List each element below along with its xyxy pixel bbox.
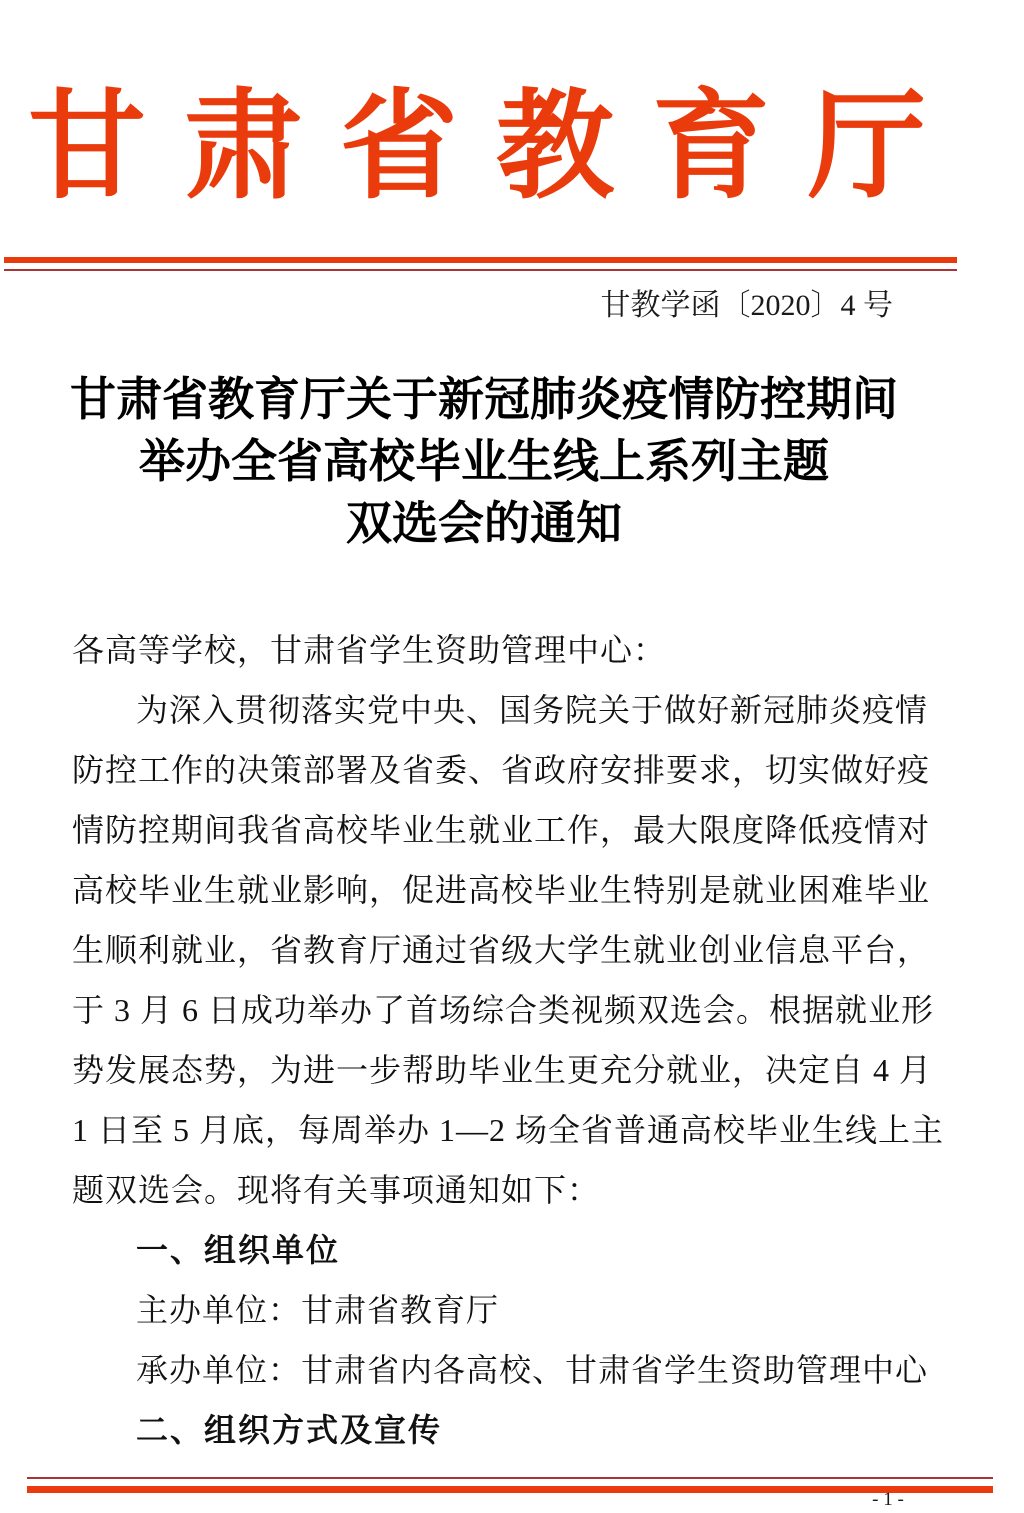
document-number: 甘教学函〔2020〕4 号: [600, 289, 893, 322]
document-title-line-2: 举办全省高校毕业生线上系列主题: [139, 436, 829, 487]
document-title: [0, 369, 968, 555]
footer-rule-thin: [27, 1477, 993, 1479]
paragraph-line: 为深入贯彻落实党中央、国务院关于做好新冠肺炎疫情: [136, 692, 929, 728]
paragraph-line: 1 日至 5 月底，每周举办 1—2 场全省普通高校毕业生线上主: [72, 1112, 945, 1148]
page-number: - 1 -: [872, 1489, 904, 1510]
document-title-line-3: 双选会的通知: [346, 498, 622, 549]
letterhead-rule-thin: [4, 269, 957, 271]
letterhead-org-title: 甘肃省教育厅: [27, 82, 964, 213]
paragraph-line: 生顺利就业，省教育厅通过省级大学生就业创业信息平台，: [72, 932, 931, 968]
paragraph-line: 于 3 月 6 日成功举办了首场综合类视频双选会。根据就业形: [72, 992, 935, 1028]
document-title-line-1: 甘肃省教育厅关于新冠肺炎疫情防控期间: [70, 374, 898, 425]
paragraph-line: 情防控期间我省高校毕业生就业工作，最大限度降低疫情对: [72, 812, 931, 848]
footer-rule-thick: [27, 1486, 993, 1493]
section-heading-2: 二、组织方式及宣传: [136, 1412, 443, 1448]
paragraph-line: 防控工作的决策部署及省委、省政府安排要求，切实做好疫: [72, 752, 931, 788]
salutation-line: 各高等学校，甘肃省学生资助管理中心：: [72, 632, 667, 668]
paragraph-line: 题双选会。现将有关事项通知如下：: [72, 1172, 601, 1208]
section-heading-1: 一、组织单位: [136, 1232, 341, 1268]
document-body: [72, 620, 952, 1460]
paragraph-line: 高校毕业生就业影响，促进高校毕业生特别是就业困难毕业: [72, 872, 931, 908]
co-organizer-line: 承办单位：甘肃省内各高校、甘肃省学生资助管理中心: [136, 1352, 929, 1388]
letterhead-rule-thick: [4, 257, 957, 263]
organizer-line: 主办单位：甘肃省教育厅: [136, 1292, 500, 1328]
paragraph-line: 势发展态势，为进一步帮助毕业生更充分就业，决定自 4 月: [72, 1052, 933, 1088]
